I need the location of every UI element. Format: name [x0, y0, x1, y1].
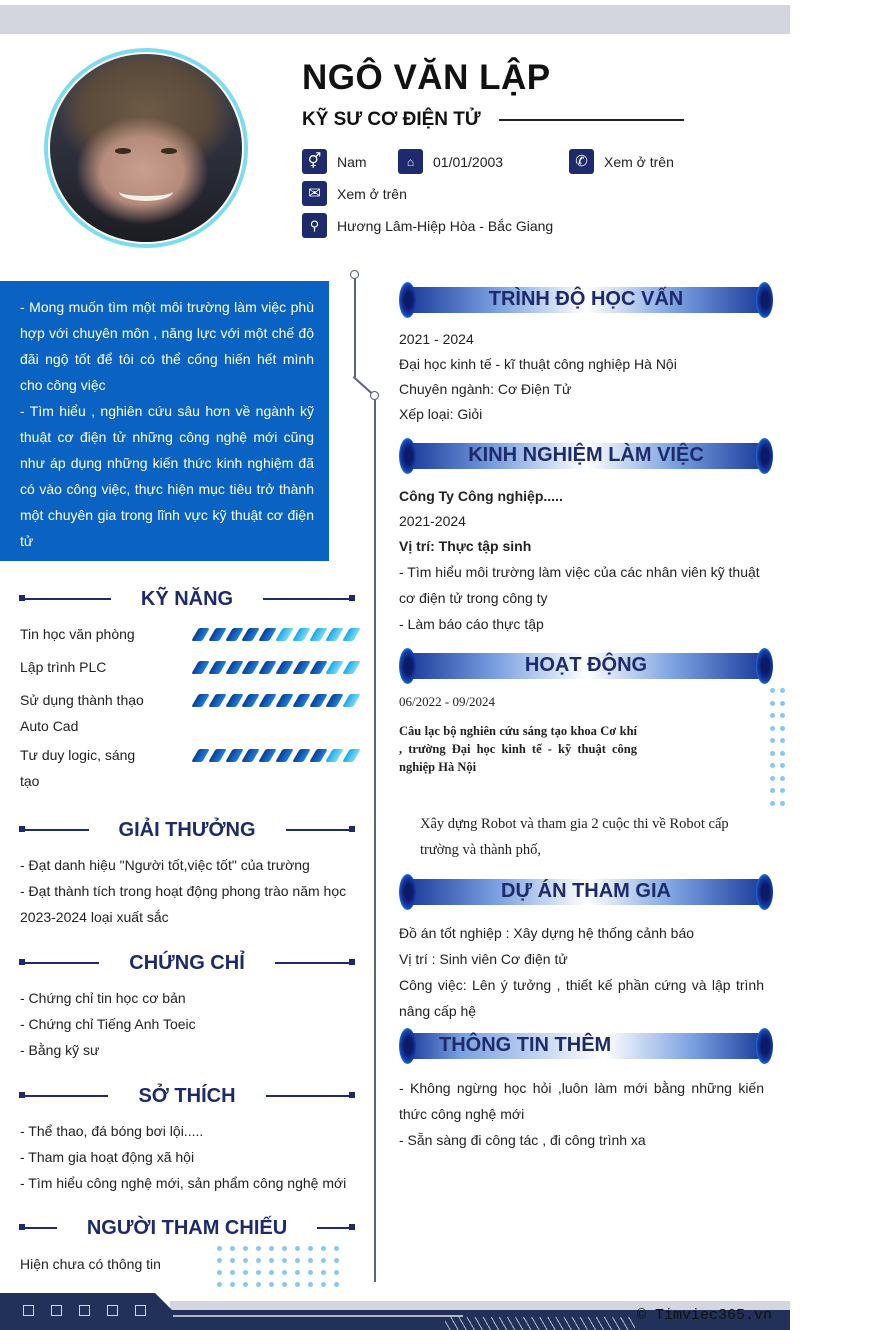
experience-position: Vị trí: Thực tập sinh [399, 538, 532, 554]
project-name: Đồ án tốt nghiệp : Xây dựng hệ thống cảnh báo [399, 925, 695, 941]
dot [308, 1258, 313, 1263]
dot [308, 1246, 313, 1251]
dot [780, 738, 785, 743]
skill-bar-segment [191, 749, 210, 762]
dot [217, 1270, 222, 1275]
header-rule [266, 1095, 354, 1097]
section-header-education [399, 282, 773, 318]
skill-bar-segment [342, 628, 361, 641]
section-title: TRÌNH ĐỘ HỌC VẤN [488, 288, 684, 310]
birthday-cake-icon: ⌂ [398, 149, 423, 174]
dot [780, 763, 785, 768]
header-rule [263, 598, 354, 600]
profile-photo [48, 52, 244, 244]
skill-bar-segment [242, 628, 261, 641]
skill-bar-segment [292, 694, 311, 707]
timeline-line [354, 279, 356, 377]
skill-bar-segment [342, 749, 361, 762]
education-major: Chuyên ngành: Cơ Điện Tử [399, 381, 572, 397]
dot [282, 1270, 287, 1275]
certificate-item: - Chứng chỉ Tiếng Anh Toeic [20, 1016, 196, 1032]
dot [334, 1246, 339, 1251]
skill-rating [195, 749, 363, 762]
dot [230, 1258, 235, 1263]
gender-value: Nam [337, 153, 367, 170]
skill-bar-segment [275, 694, 294, 707]
dot [321, 1246, 326, 1251]
skill-bar-segment [258, 628, 277, 641]
dot [217, 1246, 222, 1251]
dot [269, 1258, 274, 1263]
dot [256, 1258, 261, 1263]
skill-bar-segment [208, 661, 227, 674]
dot [217, 1282, 222, 1287]
dot [243, 1246, 248, 1251]
dot [770, 788, 775, 793]
skill-bar-segment [242, 661, 261, 674]
skill-bar-segment [275, 661, 294, 674]
info-gender [302, 149, 367, 174]
square-icon [107, 1305, 118, 1316]
dot [334, 1270, 339, 1275]
timeline-node [350, 270, 359, 279]
photo-eye-left [115, 148, 130, 154]
section-header-hobbies [20, 1083, 354, 1109]
dot [780, 688, 785, 693]
skill-name: Sử dụng thành thạo Auto Cad [20, 692, 144, 734]
dot [282, 1258, 287, 1263]
dot [780, 726, 785, 731]
hobby-item: - Tìm hiểu công nghệ mới, sản phẩm công nghệ mới [20, 1175, 347, 1191]
certificate-item: - Chứng chỉ tin học cơ bản [20, 990, 186, 1006]
references-text: Hiện chưa có thông tin [20, 1256, 161, 1272]
dot [780, 788, 785, 793]
dot [256, 1246, 261, 1251]
header-rule [275, 962, 354, 964]
skill-name: Tin học văn phòng [20, 626, 135, 642]
gender-icon: ⚥ [302, 149, 327, 174]
header-rule [20, 829, 89, 831]
activity-organization: Câu lạc bộ nghiên cứu sáng tạo khoa Cơ khí , trường Đại học kinh tế - kỹ thuật công nghiệp Hà Nội [399, 724, 637, 774]
header-rule [20, 962, 99, 964]
skill-name: Lập trình PLC [20, 659, 107, 675]
dot [770, 738, 775, 743]
header-rule [286, 829, 355, 831]
square-icon [23, 1305, 34, 1316]
skill-bar-segment [292, 661, 311, 674]
section-title: CHỨNG CHỈ [129, 951, 245, 974]
skill-bar-segment [225, 694, 244, 707]
photo-smile [119, 182, 173, 201]
info-phone [569, 149, 674, 174]
dot [334, 1282, 339, 1287]
skill-bar-segment [326, 694, 345, 707]
skill-bar-segment [292, 749, 311, 762]
dot [230, 1270, 235, 1275]
section-title: KINH NGHIỆM LÀM VIỆC [468, 444, 704, 466]
awards-list [20, 852, 356, 930]
job-title: KỸ SƯ CƠ ĐIỆN TỬ [302, 109, 481, 130]
section-title: GIẢI THƯỞNG [118, 818, 256, 841]
dot [282, 1246, 287, 1251]
dot [256, 1270, 261, 1275]
dot [243, 1258, 248, 1263]
dot [230, 1246, 235, 1251]
section-header-projects [399, 874, 773, 910]
skill-rating [195, 694, 363, 707]
skill-bar-segment [275, 749, 294, 762]
skill-bar-segment [225, 661, 244, 674]
skill-bar-segment [191, 661, 210, 674]
timeline-node [370, 391, 379, 400]
section-title: DỰ ÁN THAM GIA [501, 880, 671, 902]
dot [243, 1270, 248, 1275]
dot [770, 751, 775, 756]
award-item: - Đạt danh hiệu "Người tốt,việc tốt" của trường [20, 857, 310, 873]
section-header-references [20, 1215, 354, 1241]
project-work: Công việc: Lên ý tưởng , thiết kế phần cứng và lập trình nâng cấp hệ [399, 977, 764, 1019]
experience-task: - Làm báo cáo thực tập [399, 616, 544, 632]
certificates-list [20, 985, 356, 1063]
header-rule [20, 1095, 108, 1097]
dot [770, 701, 775, 706]
skill-bar-segment [309, 694, 328, 707]
decorative-dots [770, 688, 790, 806]
experience-period: 2021-2024 [399, 513, 466, 529]
dot [230, 1282, 235, 1287]
dot [295, 1258, 300, 1263]
section-title: NGƯỜI THAM CHIẾU [86, 1216, 288, 1239]
dot [269, 1270, 274, 1275]
dot [780, 751, 785, 756]
skill-bar-segment [191, 694, 210, 707]
skill-bar-segment [208, 628, 227, 641]
section-header-certificates [20, 950, 354, 976]
objective-paragraph: - Tìm hiểu , nghiên cứu sâu hơn về ngành kỹ thuật cơ điện tử những công nghệ mới cũng như áp dụng những kiến thức kinh nghiệm đã có vào công việc, thực hiện mục tiêu trở thành một chuyên gia trong lĩnh vực kỹ thuật cơ điện tử [20, 403, 314, 549]
dot [321, 1258, 326, 1263]
section-header-awards [20, 817, 354, 843]
dot [269, 1282, 274, 1287]
dot [308, 1282, 313, 1287]
experience-task: - Tìm hiểu môi trường làm việc của các nhân viên kỹ thuật cơ điện tử trong công ty [399, 564, 760, 606]
dot [217, 1258, 222, 1263]
award-item: - Đạt thành tích trong hoạt động phong trào năm học 2023-2024 loại xuất sắc [20, 883, 347, 925]
education-rank: Xếp loại: Giỏi [399, 406, 483, 422]
avatar [44, 48, 248, 248]
phone-icon: ✆ [569, 149, 594, 174]
info-email [302, 181, 407, 206]
skill-bar-segment [242, 694, 261, 707]
hobby-item: - Thể thao, đá bóng bơi lội..... [20, 1123, 204, 1139]
skill-bar-segment [326, 628, 345, 641]
additional-item: - Sẵn sàng đi công tác , đi công trình xa [399, 1132, 646, 1148]
title-divider [499, 119, 684, 121]
certificate-item: - Bằng kỹ sư [20, 1042, 100, 1058]
skill-bar-segment [208, 749, 227, 762]
footer-hatch-pattern [445, 1317, 635, 1330]
footer-line [173, 1315, 463, 1317]
section-title: KỸ NĂNG [140, 587, 234, 610]
activity-description: Xây dựng Robot và tham gia 2 cuộc thi về Robot cấp trường và thành phố, [420, 816, 729, 858]
section-title: HOẠT ĐỘNG [524, 654, 648, 676]
dot [321, 1270, 326, 1275]
skill-bar-segment [225, 749, 244, 762]
skill-bar-segment [326, 661, 345, 674]
section-header-experience [399, 438, 773, 474]
dot [770, 713, 775, 718]
header-rule [20, 598, 111, 600]
dot [780, 713, 785, 718]
dot [770, 688, 775, 693]
email-icon: ✉ [302, 181, 327, 206]
skill-bar-segment [309, 749, 328, 762]
dot [770, 763, 775, 768]
project-role: Vị trí : Sinh viên Cơ điện tử [399, 951, 568, 967]
skill-bar-segment [225, 628, 244, 641]
square-icon [51, 1305, 62, 1316]
dot [770, 726, 775, 731]
birthday-value: 01/01/2003 [433, 153, 504, 170]
skill-bar-segment [342, 661, 361, 674]
dot [308, 1270, 313, 1275]
skill-bar-segment [191, 628, 210, 641]
skill-bar-segment [242, 749, 261, 762]
skill-name: Tư duy logic, sáng tạo [20, 747, 136, 789]
info-birthday [398, 149, 503, 174]
experience-content [399, 484, 765, 637]
dot [243, 1282, 248, 1287]
copyright-text: © Timviec365.vn [636, 1307, 772, 1324]
dot [780, 701, 785, 706]
skill-bar-segment [258, 694, 277, 707]
dot [282, 1282, 287, 1287]
address-value: Hương Lâm-Hiệp Hòa - Bắc Giang [337, 217, 554, 234]
education-school: Đại học kinh tế - kĩ thuật công nghiệp Hà Nội [399, 356, 677, 372]
candidate-name: NGÔ VĂN LẬP [302, 58, 551, 97]
skill-rating [195, 628, 363, 641]
footer [0, 1293, 790, 1330]
section-header-skills [20, 586, 354, 612]
skill-bar-segment [258, 661, 277, 674]
dot [770, 801, 775, 806]
hobbies-list [20, 1118, 360, 1196]
header-rule [20, 1227, 57, 1229]
additional-item: - Không ngừng học hỏi ,luôn làm mới bằng những kiến thức công nghệ mới [399, 1080, 764, 1122]
skill-bar-segment [326, 749, 345, 762]
skill-bar-segment [292, 628, 311, 641]
timeline-line [374, 400, 376, 1282]
education-content [399, 327, 769, 427]
career-objective [0, 281, 329, 561]
phone-value: Xem ở trên [604, 153, 674, 170]
dot [780, 776, 785, 781]
footer-squares [23, 1305, 163, 1316]
dot [295, 1246, 300, 1251]
section-title: THÔNG TIN THÊM [439, 1034, 612, 1056]
email-value: Xem ở trên [337, 185, 407, 202]
job-title-row [302, 109, 684, 131]
projects-content [399, 920, 764, 1024]
objective-paragraph: - Mong muốn tìm một môi trường làm việc phù hợp với chuyên môn , năng lực với một chế độ đãi ngộ tốt để tôi có thể cống hiến hết mình cho công việc [20, 299, 314, 393]
dot [334, 1258, 339, 1263]
square-icon [79, 1305, 90, 1316]
additional-content [399, 1075, 764, 1153]
skill-bar-segment [342, 694, 361, 707]
section-header-additional [399, 1028, 773, 1064]
dot [269, 1246, 274, 1251]
dot [295, 1282, 300, 1287]
square-icon [135, 1305, 146, 1316]
skill-rating [195, 661, 363, 674]
section-title: SỞ THÍCH [138, 1084, 236, 1107]
skill-bar-segment [258, 749, 277, 762]
dot [295, 1270, 300, 1275]
education-period: 2021 - 2024 [399, 331, 474, 347]
skill-bar-segment [275, 628, 294, 641]
skill-bar-segment [309, 628, 328, 641]
header-rule [317, 1227, 354, 1229]
section-header-activities [399, 648, 773, 684]
dot [780, 801, 785, 806]
activity-period: 06/2022 - 09/2024 [399, 694, 496, 709]
dot [321, 1282, 326, 1287]
top-decorative-bar [0, 5, 790, 34]
dot [770, 776, 775, 781]
skill-bar-segment [208, 694, 227, 707]
hobby-item: - Tham gia hoạt động xã hội [20, 1149, 195, 1165]
experience-company: Công Ty Công nghiệp..... [399, 488, 563, 504]
photo-eye-right [161, 148, 176, 154]
decorative-dots [217, 1246, 347, 1287]
location-pin-icon: ⚲ [302, 213, 327, 238]
dot [256, 1282, 261, 1287]
info-address [302, 213, 553, 238]
skill-bar-segment [309, 661, 328, 674]
